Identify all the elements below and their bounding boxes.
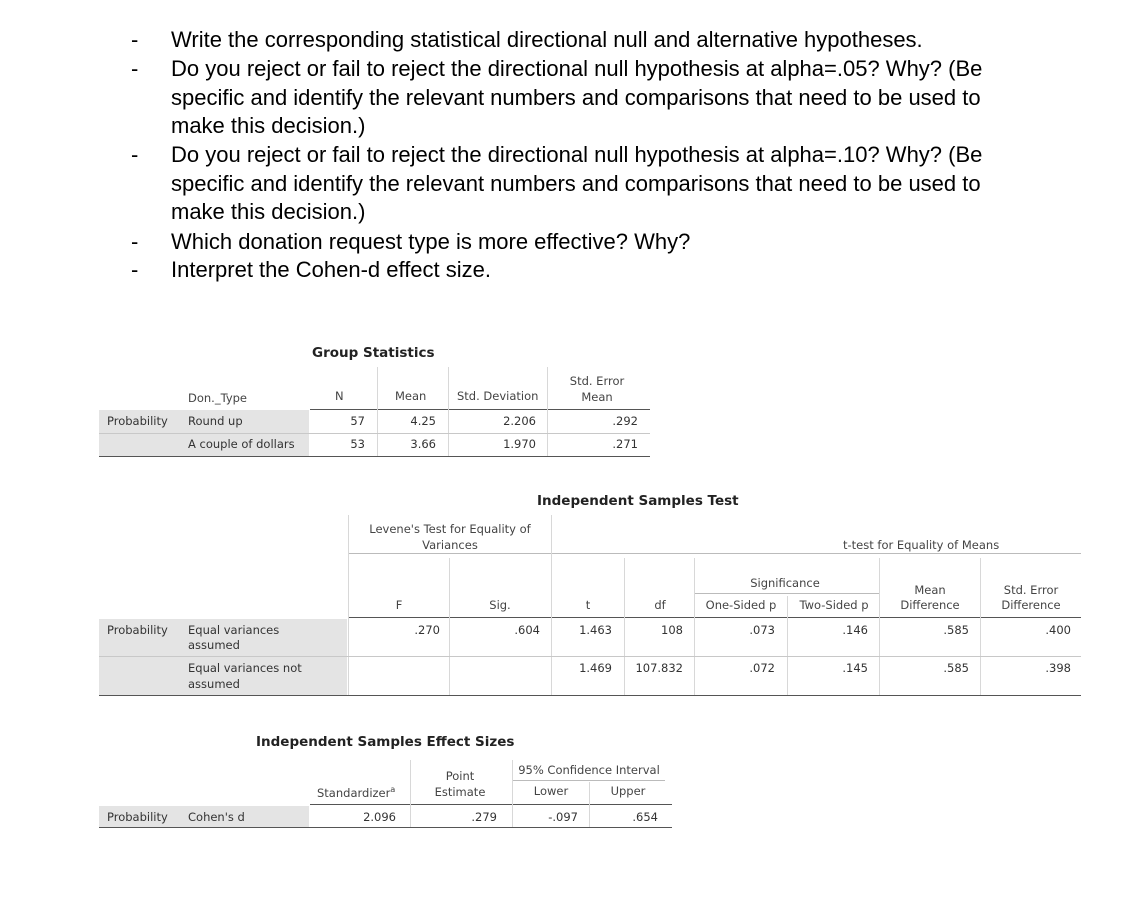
levene-header-line-2: Variances: [422, 538, 478, 552]
header-mean: Mean: [395, 389, 427, 403]
point-estimate-line-1: Point: [445, 769, 475, 783]
col-se-diff-line-1: Std. Error: [1003, 583, 1059, 597]
cell-t: 1.463: [579, 623, 612, 637]
group-name: Round up: [188, 414, 243, 428]
question-3-line-2: specific and identify the relevant numbers and comparisons that need to be used to: [171, 171, 981, 196]
bottom-rule: [99, 827, 672, 828]
row-rule: [99, 656, 1081, 657]
bottom-rule: [99, 695, 1081, 696]
question-4-line-1: Which donation request type is more effective? Why?: [171, 229, 691, 254]
cell-se-diff: .398: [1045, 661, 1071, 675]
col-df: df: [654, 598, 666, 612]
col-t: t: [585, 598, 591, 612]
bullet-dash: -: [131, 257, 139, 282]
col-se-diff-line-2: Difference: [1001, 598, 1061, 612]
cell-df: 107.832: [635, 661, 683, 675]
cell-sd: 1.970: [503, 437, 536, 451]
question-3-line-1: Do you reject or fail to reject the directional null hypothesis at alpha=.10? Why? (Be: [171, 142, 983, 167]
cell-mean: 3.66: [410, 437, 436, 451]
question-1-line-1: Write the corresponding statistical directional null and alternative hypotheses.: [171, 27, 923, 52]
bullet-dash: -: [131, 229, 139, 254]
independent-test-title: Independent Samples Test: [537, 493, 739, 509]
col-one-sided: One-Sided p: [705, 598, 777, 612]
bottom-rule: [99, 456, 650, 457]
significance-rule: [695, 593, 880, 594]
cell-se: .292: [612, 414, 638, 428]
cell-lower: -.097: [548, 810, 578, 824]
bullet-dash: -: [131, 56, 139, 81]
effect-sizes-title: Independent Samples Effect Sizes: [256, 734, 515, 750]
lower-header: Lower: [533, 784, 569, 798]
cell-mean-diff: .585: [943, 661, 969, 675]
group-statistics-title: Group Statistics: [312, 345, 435, 361]
col-mean-diff-line-1: Mean: [914, 583, 946, 597]
variable-label: Probability: [107, 414, 168, 428]
header-rule: [349, 617, 1081, 618]
variable-label: Probability: [107, 810, 168, 824]
question-2-line-3: make this decision.): [171, 113, 366, 138]
cell-upper: .654: [632, 810, 658, 824]
cell-df: 108: [661, 623, 683, 637]
cell-se: .271: [612, 437, 638, 451]
ci-rule: [513, 780, 665, 781]
row-label-line-2: assumed: [188, 677, 240, 691]
cell-point-estimate: .279: [471, 810, 497, 824]
bullet-dash: -: [131, 27, 139, 52]
cell-two-sided: .145: [842, 661, 868, 675]
cell-se-diff: .400: [1045, 623, 1071, 637]
row-label-line-2: assumed: [188, 638, 240, 652]
cell-two-sided: .146: [842, 623, 868, 637]
row-label-line-1: Equal variances not: [188, 661, 302, 675]
cell-sig: .604: [514, 623, 540, 637]
variable-label: Probability: [107, 623, 168, 637]
significance-header: Significance: [750, 576, 820, 590]
cell-one-sided: .073: [749, 623, 775, 637]
cell-t: 1.469: [579, 661, 612, 675]
levene-header-line-1: Levene's Test for Equality of: [369, 522, 531, 536]
bullet-dash: -: [131, 142, 139, 167]
col-divider: [448, 367, 449, 456]
col-sig: Sig.: [489, 598, 511, 612]
cell-one-sided: .072: [749, 661, 775, 675]
cell-standardizer: 2.096: [363, 810, 396, 824]
upper-header: Upper: [610, 784, 646, 798]
header-rule: [310, 409, 650, 410]
ci-header: 95% Confidence Interval: [518, 763, 660, 777]
col-two-sided: Two-Sided p: [799, 598, 869, 612]
question-2-line-1: Do you reject or fail to reject the directional null hypothesis at alpha=.05? Why? (Be: [171, 56, 983, 81]
cell-sd: 2.206: [503, 414, 536, 428]
effect-label: Cohen's d: [188, 810, 245, 824]
col-divider: [348, 515, 349, 695]
col-divider: [547, 367, 548, 456]
cell-n: 57: [350, 414, 365, 428]
question-3-line-3: make this decision.): [171, 199, 366, 224]
question-5-line-1: Interpret the Cohen-d effect size.: [171, 257, 491, 282]
header-se: Std. Error Mean: [569, 374, 625, 404]
row-rule: [99, 433, 650, 434]
cell-f: .270: [414, 623, 440, 637]
col-divider: [377, 367, 378, 456]
col-divider: [787, 596, 788, 695]
cell-mean-diff: .585: [943, 623, 969, 637]
row-label-line-1: Equal variances: [188, 623, 280, 637]
header-sd: Std. Deviation: [457, 389, 539, 403]
group-name: A couple of dollars: [188, 437, 295, 451]
col-f: F: [395, 598, 403, 612]
header-rule: [310, 804, 672, 805]
point-estimate-line-2: Estimate: [434, 785, 486, 799]
header-n: N: [335, 389, 344, 403]
ttest-header: t-test for Equality of Means: [843, 538, 1000, 552]
question-2-line-2: specific and identify the relevant numbers and comparisons that need to be used to: [171, 85, 981, 110]
cell-mean: 4.25: [410, 414, 436, 428]
header-group: Don._Type: [188, 391, 247, 405]
standardizer-header: Standardizer$^a$: [317, 785, 396, 800]
col-mean-diff-line-2: Difference: [900, 598, 960, 612]
cell-n: 53: [350, 437, 365, 451]
header-rule: [349, 553, 1081, 554]
